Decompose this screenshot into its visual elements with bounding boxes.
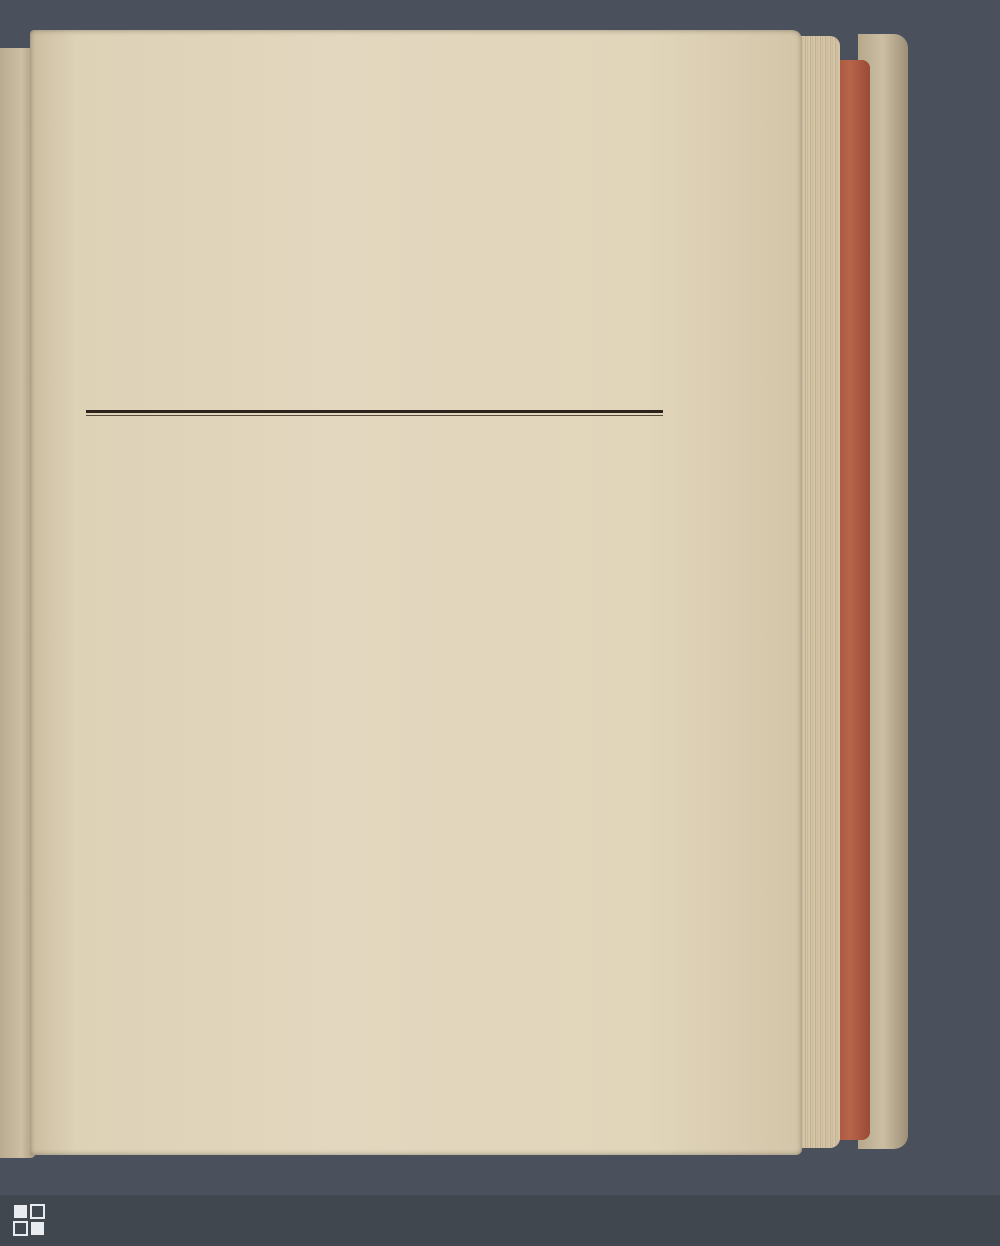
library-logo-icon <box>12 1203 46 1237</box>
section-rule-thin <box>86 415 663 416</box>
page-block-edges <box>796 36 840 1148</box>
book-page <box>30 30 802 1155</box>
red-page-edges <box>836 60 870 1140</box>
footer-bar <box>0 1195 1000 1246</box>
section-rule <box>86 410 663 413</box>
